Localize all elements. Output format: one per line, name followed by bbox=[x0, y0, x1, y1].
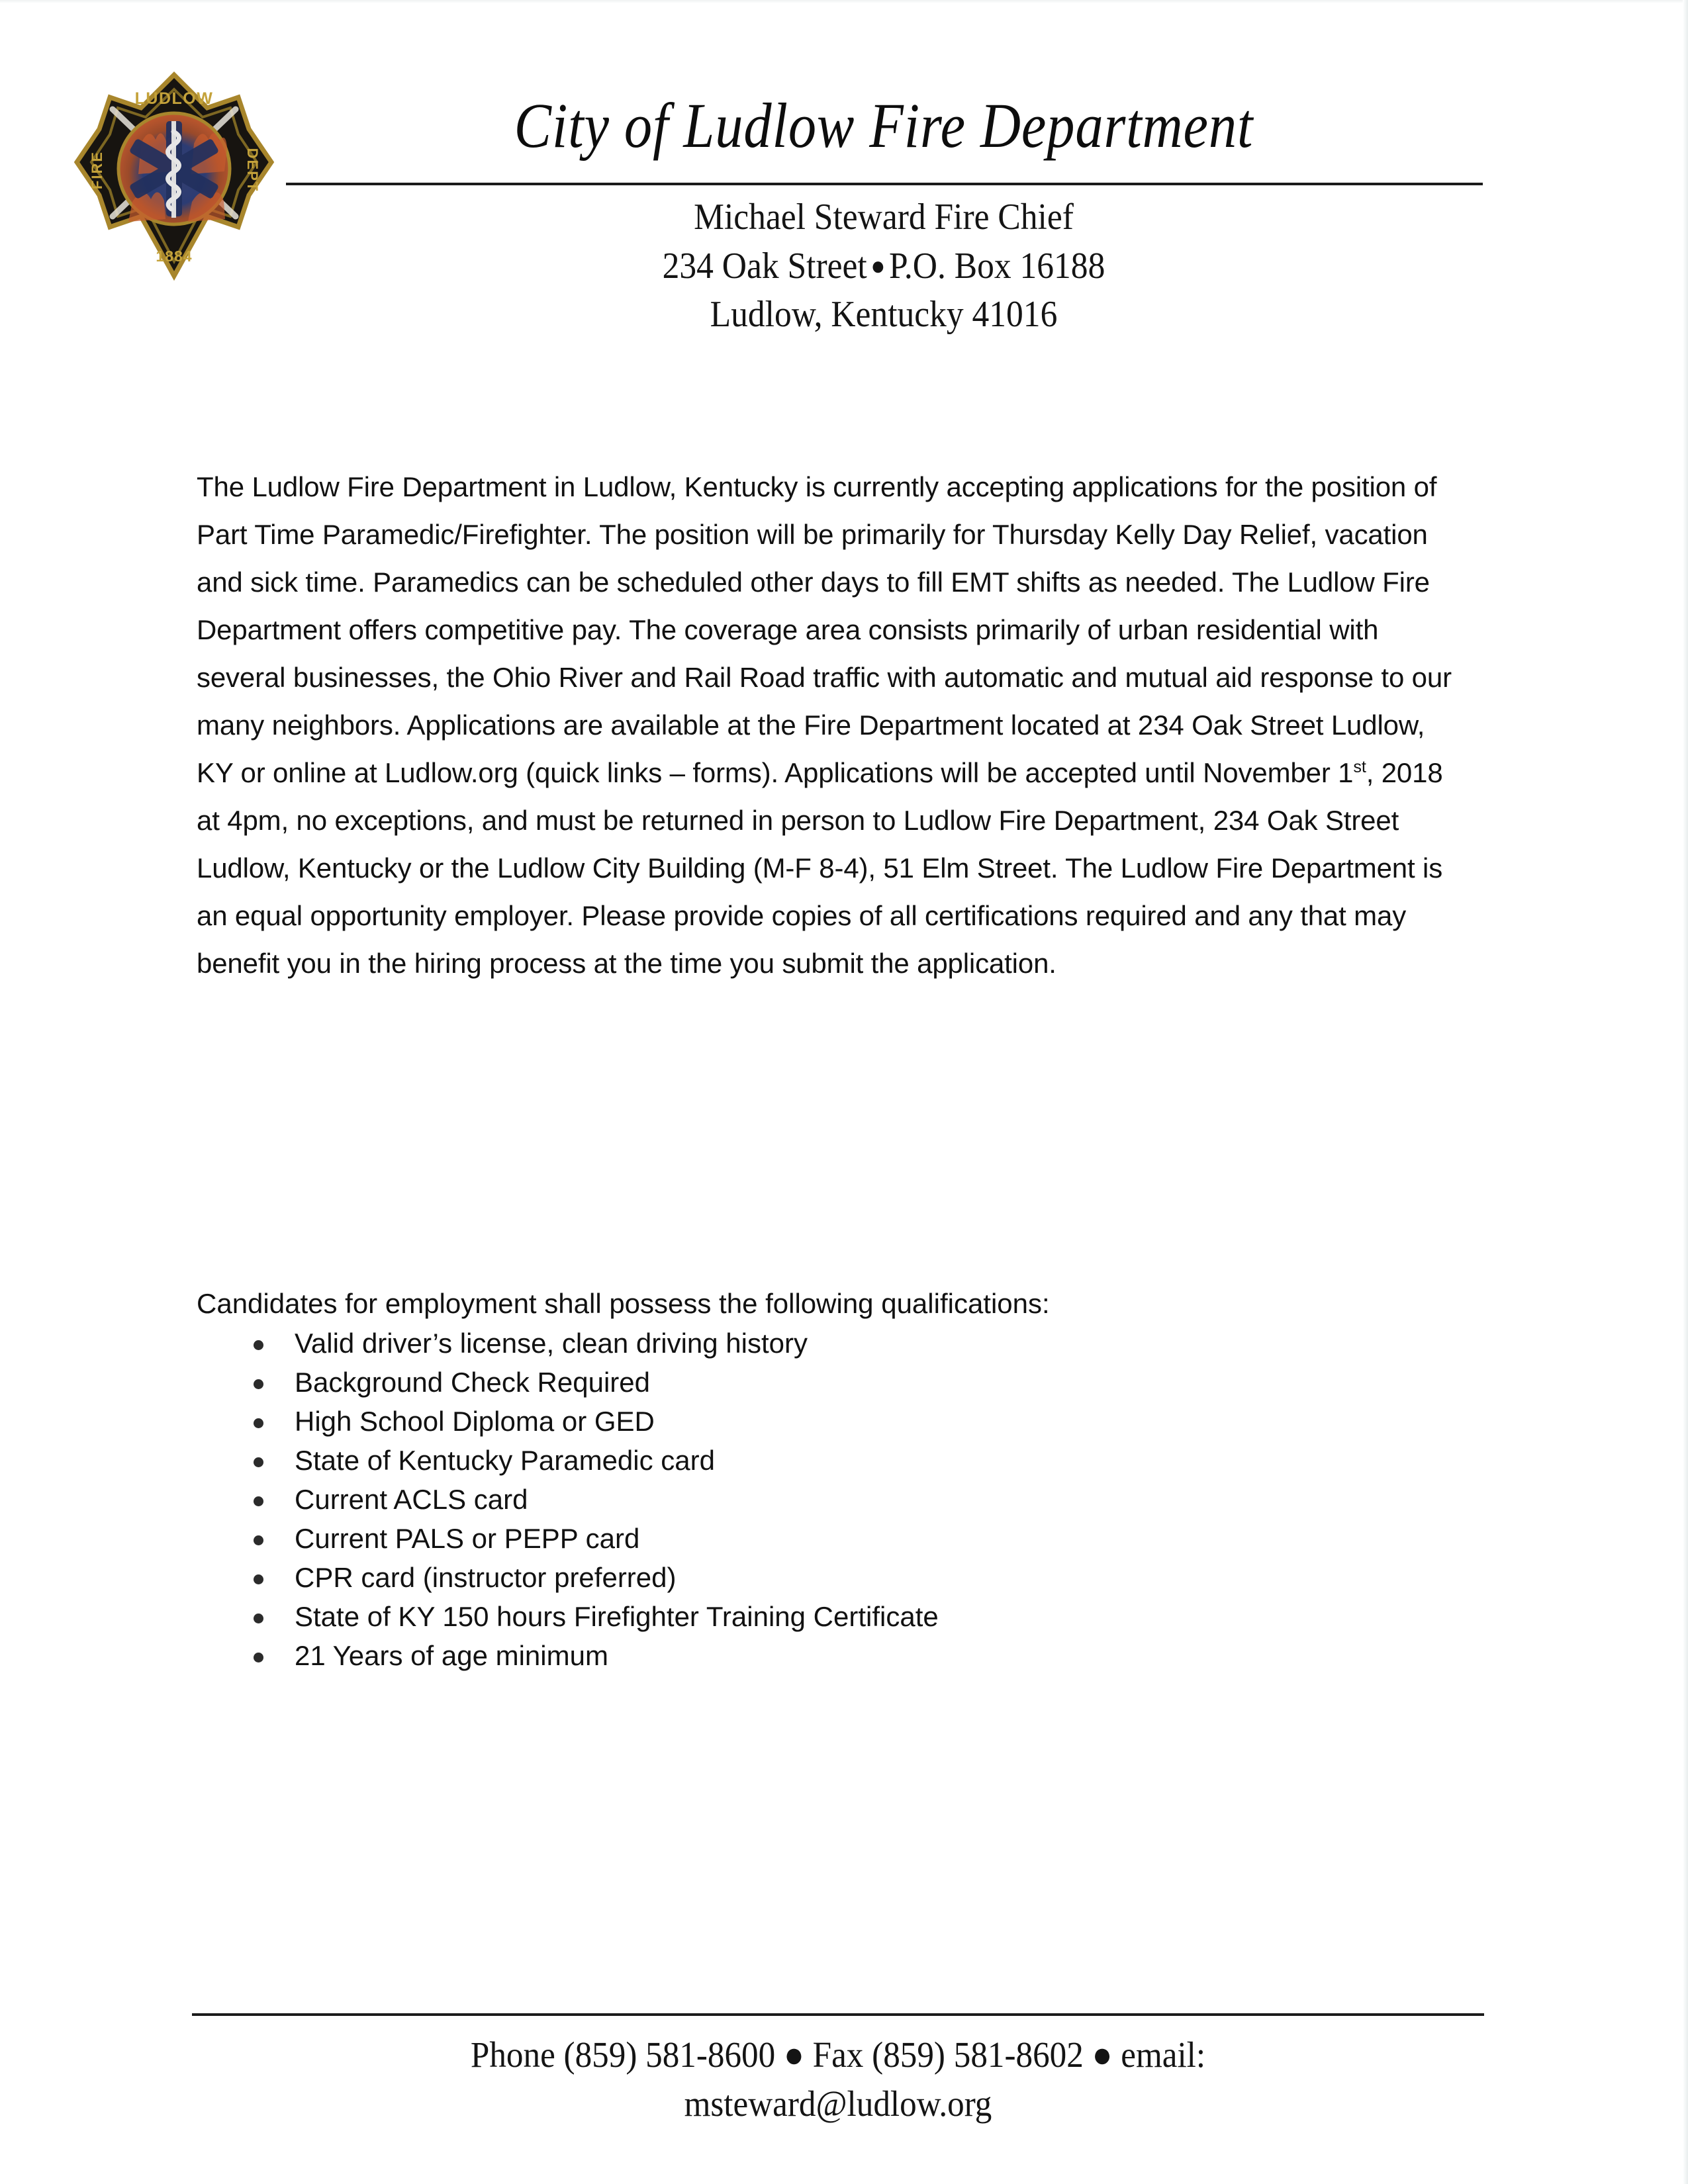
bullet-dot-icon bbox=[254, 1457, 263, 1467]
ordinal-suffix: st bbox=[1353, 758, 1366, 776]
footer-divider-rule bbox=[192, 2013, 1484, 2016]
street-address: 234 Oak Street bbox=[662, 245, 867, 287]
qualifications-list bbox=[197, 1324, 1461, 1675]
svg-text:DEPT: DEPT bbox=[244, 148, 261, 193]
svg-text:LUDLOW: LUDLOW bbox=[134, 89, 214, 108]
bullet-dot-icon bbox=[254, 1418, 263, 1428]
list-item bbox=[197, 1324, 1461, 1363]
bullet-dot-icon bbox=[254, 1379, 263, 1389]
list-item bbox=[197, 1519, 1461, 1558]
list-item-label: High School Diploma or GED bbox=[295, 1406, 655, 1437]
list-item bbox=[197, 1558, 1461, 1597]
list-item-label: Current ACLS card bbox=[295, 1484, 528, 1515]
qualifications-heading: Candidates for employment shall possess the following qualifications: bbox=[197, 1288, 1050, 1319]
announcement-paragraph bbox=[197, 463, 1461, 987]
fire-chief-name: Michael Steward Fire Chief bbox=[694, 197, 1074, 238]
svg-text:1884: 1884 bbox=[156, 248, 193, 265]
list-item bbox=[197, 1480, 1461, 1519]
list-item-label: State of KY 150 hours Firefighter Training Certificate bbox=[295, 1601, 939, 1632]
list-item bbox=[197, 1402, 1461, 1441]
po-box: P.O. Box 16188 bbox=[888, 245, 1105, 287]
bullet-dot-icon bbox=[254, 1614, 263, 1623]
city-state-zip: Ludlow, Kentucky 41016 bbox=[710, 293, 1058, 335]
bullet-dot-icon bbox=[254, 1653, 263, 1662]
list-item-label: Current PALS or PEPP card bbox=[295, 1523, 640, 1554]
separator-dot-icon: ● bbox=[870, 251, 886, 281]
letterhead-contact-block bbox=[332, 193, 1434, 339]
list-item-label: 21 Years of age minimum bbox=[295, 1640, 608, 1671]
svg-text:FIRE: FIRE bbox=[89, 150, 105, 190]
list-item-label: Background Check Required bbox=[295, 1367, 650, 1398]
list-item bbox=[197, 1363, 1461, 1402]
header-divider-rule bbox=[286, 183, 1483, 185]
document-body bbox=[197, 463, 1461, 1671]
ludlow-fire-dept-maltese-cross-badge-icon bbox=[71, 69, 277, 281]
bullet-dot-icon bbox=[254, 1535, 263, 1545]
footer-email: msteward@ludlow.org bbox=[684, 2083, 992, 2124]
announcement-text-part-1: The Ludlow Fire Department in Ludlow, Kentucky is currently accepting applications for the position of Part Time Paramedic/Firefighter. The position will be primarily for Thursday Kelly Day Relief, vacation and sick time. Paramedics can be scheduled other days to fill EMT shifts as needed. The Ludlow Fire Department offers competitive pay. The coverage area consists primarily of urban residential with several businesses, the Ohio River and Rail Road traffic with automatic and mutual aid response to our many neighbors. Applications are available at the Fire Department located at 234 Oak Street Ludlow, KY or online at Ludlow.org (quick links – forms). Applications will be accepted until November 1 bbox=[197, 471, 1452, 788]
list-item-label: Valid driver’s license, clean driving history bbox=[295, 1328, 808, 1359]
footer-contact-block bbox=[237, 2030, 1438, 2128]
street-and-po-box-line bbox=[332, 242, 1434, 291]
bullet-dot-icon bbox=[254, 1574, 263, 1584]
page-title: City of Ludlow Fire Department bbox=[514, 90, 1254, 161]
list-item-label: CPR card (instructor preferred) bbox=[295, 1562, 677, 1593]
list-item bbox=[197, 1597, 1461, 1636]
list-item bbox=[197, 1441, 1461, 1480]
letterhead-header bbox=[0, 0, 1688, 344]
list-item-label: State of Kentucky Paramedic card bbox=[295, 1445, 715, 1476]
list-item bbox=[197, 1636, 1461, 1675]
footer-contact-line: Phone (859) 581-8600 ● Fax (859) 581-8602 ● email: bbox=[470, 2034, 1206, 2075]
bullet-dot-icon bbox=[254, 1340, 263, 1350]
bullet-dot-icon bbox=[254, 1496, 263, 1506]
announcement-text-part-2: , 2018 at 4pm, no exceptions, and must be returned in person to Ludlow Fire Department, 234 Oak Street Ludlow, Kentucky or the Ludlow City Building (M-F 8-4), 51 Elm Street. The Ludlow Fire Department is an equal opportunity employer. Please provide copies of all certifications required and any that may benefit you in the hiring process at the time you submit the application. bbox=[197, 757, 1443, 979]
